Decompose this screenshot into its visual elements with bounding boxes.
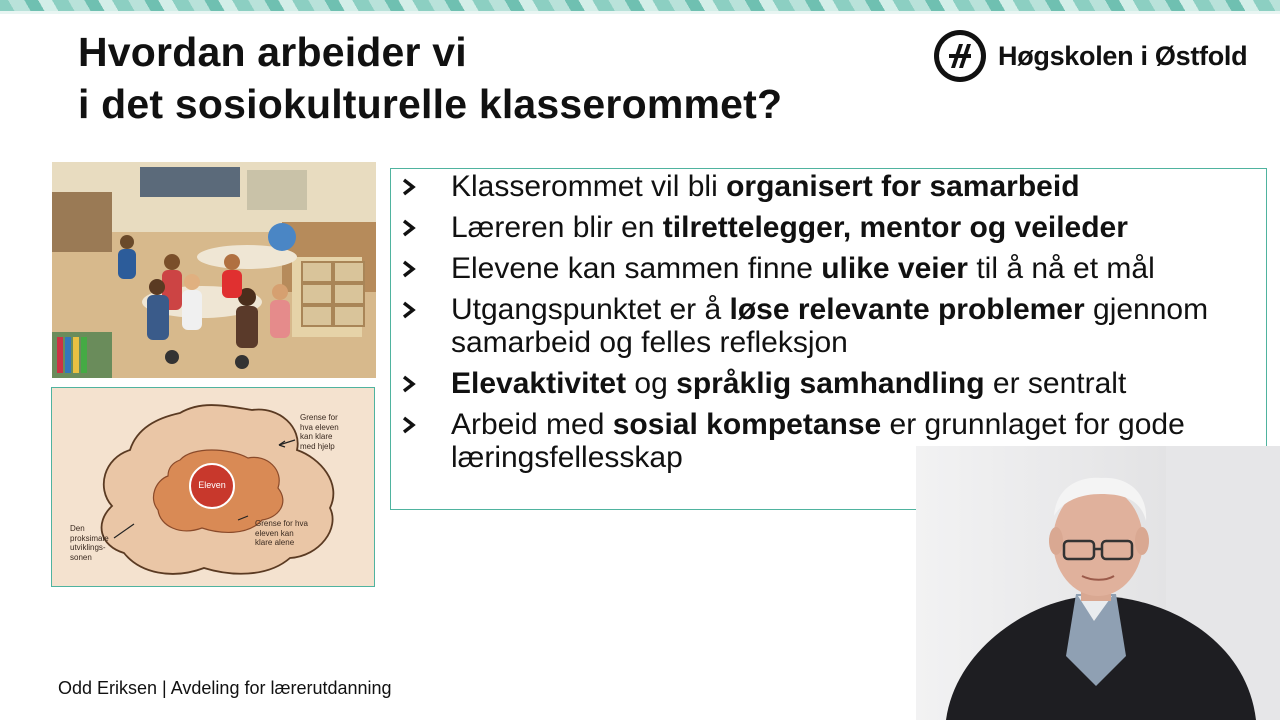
- bullet-item: [400, 252, 1260, 285]
- classroom-photo: [52, 162, 376, 378]
- bullet-text: Arbeid med: [451, 408, 613, 441]
- bullet-emphasis: ulike veier: [821, 252, 968, 285]
- bullet-emphasis: tilrettelegger, mentor og veileder: [662, 211, 1128, 244]
- chevron-right-icon: [400, 415, 418, 435]
- bullet-item: [400, 211, 1260, 244]
- institution-logo: [934, 28, 1247, 84]
- chevron-right-icon: [400, 300, 418, 320]
- title-line-1: Hvordan arbeider vi: [78, 29, 467, 75]
- chevron-right-icon: [400, 218, 418, 238]
- bullet-text: Elevene kan sammen finne: [451, 252, 822, 285]
- bullet-emphasis: sosial kompetanse: [612, 408, 882, 441]
- diagram-center-label: Eleven: [198, 480, 226, 490]
- bullet-emphasis: løse relevante problemer: [729, 293, 1085, 326]
- presenter-video: [916, 446, 1280, 720]
- chevron-right-icon: [400, 374, 418, 394]
- diagram-label-zone: Den proksimale utviklings-sonen: [70, 524, 109, 562]
- logo-text: Høgskolen i Østfold: [998, 40, 1248, 71]
- bullet-text: Læreren blir en: [451, 211, 663, 244]
- bullet-text: gjennom samarbeid og felles refleksjon: [451, 293, 1209, 359]
- bullet-item: [400, 367, 1260, 400]
- diagram-label-inner: Grense for hva eleven kan klare alene: [255, 519, 308, 547]
- bullet-text: og: [626, 367, 677, 400]
- bullet-text: er sentralt: [984, 367, 1127, 400]
- title-line-2: i det sosiokulturelle klasserommet?: [78, 81, 783, 127]
- bullet-item: [400, 293, 1260, 359]
- chevron-right-icon: [400, 259, 418, 279]
- decorative-top-strip: [0, 0, 1280, 14]
- bullet-emphasis: Elevaktivitet: [451, 367, 627, 400]
- footer-credit: Odd Eriksen | Avdeling for lærerutdanning: [58, 678, 392, 698]
- chevron-right-icon: [400, 177, 418, 197]
- bullet-item: [400, 170, 1260, 203]
- bullet-text: Utgangspunktet er å: [451, 293, 730, 326]
- diagram-label-outer: Grense for hva eleven kan klare med hjelp: [300, 413, 339, 451]
- bullet-text: Klasserommet vil bli: [451, 170, 727, 203]
- bullet-text: til å nå et mål: [967, 252, 1155, 285]
- bullet-text: er grunnlaget for gode læringsfellesskap: [451, 408, 1185, 474]
- logo-icon: [934, 30, 986, 82]
- slide-title: [78, 26, 782, 130]
- bullet-emphasis: organisert for samarbeid: [726, 170, 1080, 203]
- bullet-emphasis: språklig samhandling: [676, 367, 985, 400]
- zpd-diagram: [51, 387, 375, 587]
- bullet-list: [400, 170, 1260, 482]
